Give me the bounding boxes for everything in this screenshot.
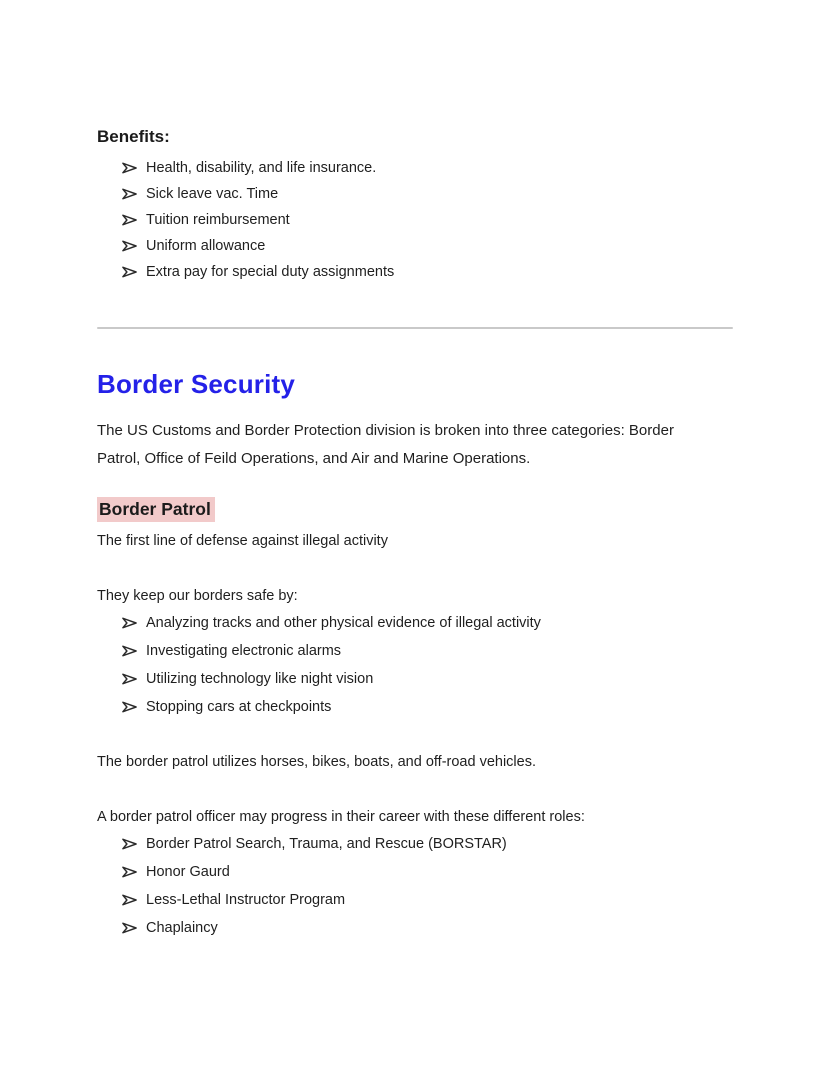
list-item-text: Analyzing tracks and other physical evidence of illegal activity <box>146 615 541 631</box>
roles-list <box>97 834 733 938</box>
list-item-text: Chaplaincy <box>146 920 218 936</box>
arrow-bullet-icon <box>122 918 137 934</box>
arrow-bullet-icon <box>122 862 137 878</box>
arrow-bullet-icon <box>122 236 137 252</box>
arrow-bullet-icon <box>122 697 137 713</box>
list-item-text: Honor Gaurd <box>146 864 230 880</box>
keep-safe-list <box>97 613 733 717</box>
list-item-text: Tuition reimbursement <box>146 212 290 228</box>
arrow-bullet-icon <box>122 158 137 174</box>
border-patrol-tagline: The first line of defense against illegal activity <box>97 533 388 549</box>
list-item-text: Investigating electronic alarms <box>146 643 342 659</box>
benefits-list <box>97 158 733 282</box>
list-item <box>97 918 733 938</box>
border-security-title: Border Security <box>97 369 296 399</box>
arrow-bullet-icon <box>122 834 137 850</box>
arrow-bullet-icon <box>122 184 137 200</box>
list-item-text: Border Patrol Search, Trauma, and Rescue (BORSTAR) <box>146 836 507 852</box>
vehicles-text: The border patrol utilizes horses, bikes, boats, and off-road vehicles. <box>97 754 536 770</box>
list-item <box>97 210 733 230</box>
list-item-text: Extra pay for special duty assignments <box>146 264 395 280</box>
arrow-bullet-icon <box>122 890 137 906</box>
list-item <box>97 697 733 717</box>
benefits-heading: Benefits: <box>97 127 170 146</box>
list-item <box>97 862 733 882</box>
list-item <box>97 262 733 282</box>
arrow-bullet-icon <box>122 613 137 629</box>
list-item <box>97 890 733 910</box>
list-item <box>97 613 733 633</box>
highlighted-text: Border Patrol <box>97 497 215 522</box>
arrow-bullet-icon <box>122 669 137 685</box>
list-item-text: Health, disability, and life insurance. <box>146 160 377 176</box>
list-item <box>97 184 733 204</box>
list-item-text: Sick leave vac. Time <box>146 186 279 202</box>
list-item <box>97 834 733 854</box>
list-item <box>97 236 733 256</box>
list-item-text: Uniform allowance <box>146 238 266 254</box>
section-divider <box>97 327 733 329</box>
roles-label: A border patrol officer may progress in their career with these different roles: <box>97 809 585 825</box>
list-item <box>97 669 733 689</box>
keep-safe-label: They keep our borders safe by: <box>97 588 298 604</box>
border-patrol-heading <box>97 497 733 522</box>
arrow-bullet-icon <box>122 210 137 226</box>
list-item-text: Stopping cars at checkpoints <box>146 699 332 715</box>
border-security-intro: The US Customs and Border Protection division is broken into three categories: Border Patrol, Office of Feild Operations, and Air and Marine Operations. <box>97 422 674 467</box>
list-item <box>97 158 733 178</box>
list-item <box>97 641 733 661</box>
arrow-bullet-icon <box>122 641 137 657</box>
arrow-bullet-icon <box>122 262 137 278</box>
list-item-text: Utilizing technology like night vision <box>146 671 374 687</box>
document-content <box>97 126 733 946</box>
list-item-text: Less-Lethal Instructor Program <box>146 892 346 908</box>
